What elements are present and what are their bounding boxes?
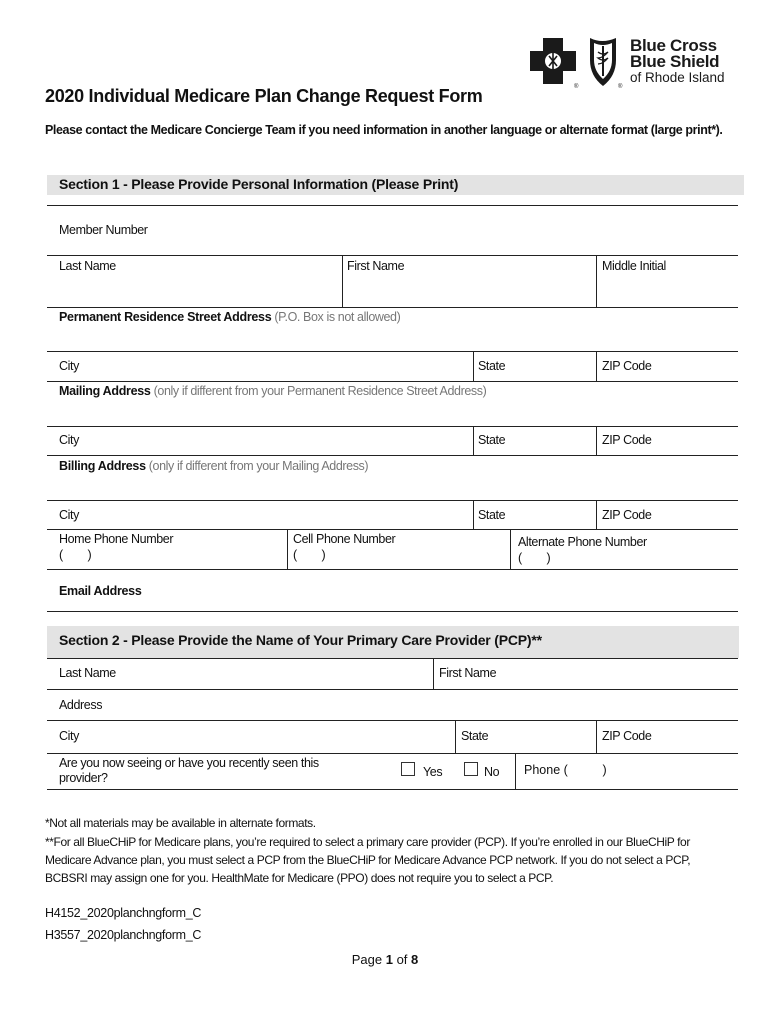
- divider: [47, 426, 738, 427]
- email-field[interactable]: [47, 600, 737, 610]
- blue-cross-icon: [530, 38, 576, 84]
- divider: [47, 753, 738, 754]
- state-label: State: [478, 508, 506, 522]
- member-number-label: Member Number: [59, 223, 148, 237]
- zip-label: ZIP Code: [602, 359, 652, 373]
- mailing-address-label: [59, 384, 486, 398]
- home-phone-field[interactable]: ( ): [59, 548, 92, 562]
- divider: [47, 689, 738, 690]
- last-name-field[interactable]: [47, 276, 337, 304]
- zip-label: ZIP Code: [602, 433, 652, 447]
- page-prefix: Page: [351, 952, 386, 967]
- divider: [510, 529, 511, 569]
- svg-text:®: ®: [618, 84, 623, 90]
- divider: [47, 720, 738, 721]
- divider: [455, 720, 456, 753]
- cell-phone-label: Cell Phone Number: [293, 532, 396, 546]
- first-name-label: First Name: [347, 259, 405, 273]
- pcp-city-label: City: [59, 729, 79, 743]
- logo-line-3: of Rhode Island: [630, 70, 725, 85]
- pcp-state-label: State: [461, 729, 489, 743]
- form-code: H3557_2020planchngform_C: [45, 928, 202, 942]
- divider: [47, 529, 738, 530]
- middle-initial-label: Middle Initial: [602, 259, 666, 273]
- email-label-text: Email Address: [59, 584, 142, 598]
- divider: [596, 351, 597, 381]
- divider: [47, 658, 738, 659]
- footnote-1: *Not all materials may be available in alternate formats.: [45, 816, 316, 830]
- alt-phone-label: Alternate Phone Number: [518, 535, 647, 549]
- divider: [473, 351, 474, 381]
- divider: [596, 500, 597, 529]
- seeing-provider-question: Are you now seeing or have you recently seen this provider?: [59, 756, 319, 785]
- pcp-last-name-label: Last Name: [59, 666, 116, 680]
- perm-address-label-text: Permanent Residence Street Address: [59, 310, 272, 324]
- svg-text:®: ®: [574, 84, 579, 90]
- divider: [473, 426, 474, 455]
- page-sep: of: [392, 952, 412, 967]
- billing-address-field[interactable]: [47, 476, 737, 498]
- divider: [47, 255, 738, 256]
- divider: [473, 500, 474, 529]
- pcp-first-name-label: First Name: [439, 666, 497, 680]
- city-label: City: [59, 433, 79, 447]
- page-total: 8: [411, 952, 419, 967]
- mailing-address-label-text: Mailing Address: [59, 384, 151, 398]
- state-label: State: [478, 359, 506, 373]
- pcp-phone-field[interactable]: Phone ( ): [524, 763, 607, 777]
- member-number-field[interactable]: [47, 243, 737, 255]
- form-code: H4152_2020planchngform_C: [45, 906, 202, 920]
- zip-label: ZIP Code: [602, 508, 652, 522]
- mailing-address-hint: (only if different from your Permanent Residence Street Address): [153, 384, 487, 398]
- middle-initial-field[interactable]: [600, 276, 736, 304]
- logo-line-2: Blue Shield: [630, 52, 720, 71]
- email-label: [59, 584, 141, 598]
- section2-title: Section 2 - Please Provide the Name of Your Primary Care Provider (PCP)**: [59, 632, 542, 648]
- divider: [47, 307, 738, 308]
- last-name-label: Last Name: [59, 259, 116, 273]
- divider: [47, 500, 738, 501]
- divider: [596, 426, 597, 455]
- city-label: City: [59, 359, 79, 373]
- logo-text: [630, 38, 725, 86]
- yes-label: Yes: [423, 765, 443, 779]
- divider: [342, 255, 343, 307]
- billing-address-label-text: Billing Address: [59, 459, 146, 473]
- footnote-2: **For all BlueCHiP for Medicare plans, you’re required to select a primary care provider (PCP). If you’re enrolled in our BlueCHiP for Medicare Advance plan, you must select a PCP from the BlueCHiP for Medicare Advance PCP network. If you do not select a PCP, BCBSRI may assign one for you. HealthMate for Medicare (PPO) does not require you to select a PCP.: [45, 835, 691, 885]
- no-checkbox[interactable]: [464, 762, 478, 776]
- no-label: No: [484, 765, 500, 779]
- home-phone-label: Home Phone Number: [59, 532, 174, 546]
- alt-phone-field[interactable]: ( ): [518, 551, 551, 565]
- billing-address-label: [59, 459, 368, 473]
- divider: [47, 205, 738, 206]
- pcp-zip-label: ZIP Code: [602, 729, 652, 743]
- blue-shield-icon: [590, 38, 616, 86]
- pcp-address-label: Address: [59, 698, 103, 712]
- yes-checkbox[interactable]: [401, 762, 415, 776]
- divider: [47, 789, 738, 790]
- divider: [515, 753, 516, 789]
- state-label: State: [478, 433, 506, 447]
- divider: [47, 569, 738, 570]
- cell-phone-field[interactable]: ( ): [293, 548, 326, 562]
- divider: [287, 529, 288, 569]
- perm-address-hint: (P.O. Box is not allowed): [274, 310, 401, 324]
- divider: [47, 455, 738, 456]
- perm-address-field[interactable]: [47, 328, 737, 350]
- intro-text: Please contact the Medicare Concierge Team if you need information in another language or alternate format (large print*).: [45, 123, 723, 137]
- city-label: City: [59, 508, 79, 522]
- perm-address-label: [59, 310, 400, 324]
- mailing-address-field[interactable]: [47, 402, 737, 424]
- divider: [596, 720, 597, 753]
- divider: [596, 255, 597, 307]
- divider: [47, 611, 738, 612]
- section1-title: Section 1 - Please Provide Personal Information (Please Print): [59, 176, 459, 192]
- divider: [47, 351, 738, 352]
- form-title: 2020 Individual Medicare Plan Change Request Form: [45, 86, 483, 106]
- page-current: 1: [385, 952, 393, 967]
- page-number: [0, 952, 770, 967]
- first-name-field[interactable]: [346, 276, 592, 304]
- billing-address-hint: (only if different from your Mailing Address): [148, 459, 369, 473]
- divider: [433, 658, 434, 689]
- divider: [47, 381, 738, 382]
- logo-line-1: Blue Cross: [630, 36, 717, 55]
